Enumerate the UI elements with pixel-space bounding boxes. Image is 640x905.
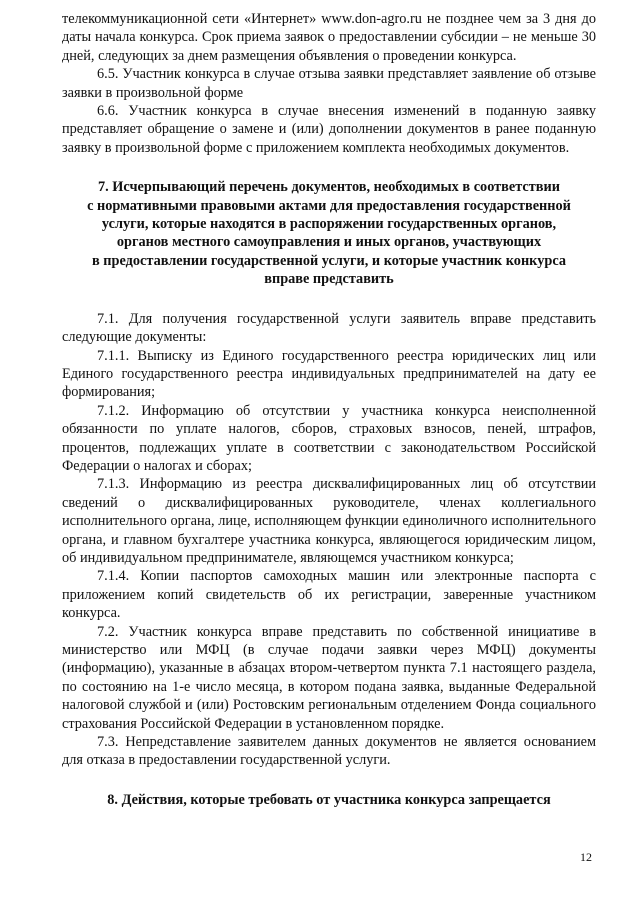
heading-line: услуги, которые находятся в распоряжении государственных органов,	[101, 216, 557, 233]
heading-line: вправе представить	[264, 271, 394, 288]
paragraph-continuation: телекоммуникационной сети «Интернет» www.don-agro.ru не позднее чем за 3 дня до даты начала конкурса. Срок приема заявок о предоставлении субсидии – не меньше 30 дней, следующих за днем размещения объявления о проведении конкурса.	[62, 11, 596, 64]
paragraph-7-3: 7.3. Непредставление заявителем данных документов не является основанием для отказа в предоставлении государственной услуги.	[62, 734, 596, 769]
paragraph-7-1-4: 7.1.4. Копии паспортов самоходных машин или электронные паспорта с приложением копий свидетельств об их регистрации, заверенные участником конкурса.	[62, 568, 596, 622]
paragraph-7-1: 7.1. Для получения государственной услуги заявитель вправе представить следующие документы:	[62, 310, 596, 346]
paragraph-7-1-3: 7.1.3. Информацию из реестра дисквалифицированных лиц об отсутствии сведений о дисквалифицированных руководителе, членах коллегиального исполнительного органа, лице, исполняющем функции единоличного исполнительного органа, и главном бухгалтере участника конкурса, являющегося юридическим лицом, об индивидуальном предпринимателе, являющемся участником конкурса;	[62, 476, 596, 566]
page-number: 12	[580, 850, 592, 864]
paragraph-7-2: 7.2. Участник конкурса вправе представить по собственной инициативе в министерство или МФЦ (в случае подачи заявки через МФЦ) документы (информацию), указанные в абзацах втором-четвертом пункта 7.1 настоящего раздела, по состоянию на 1-е число месяца, в котором подана заявка, выданные Федеральной налоговой службой и (или) Ростовским региональным отделением Фонда социального страхования Российской Федерации в установленном порядке.	[62, 623, 596, 732]
heading-line: с нормативными правовыми актами для предоставления государственной	[87, 197, 571, 214]
paragraph-6-6: 6.6. Участник конкурса в случае внесения изменений в поданную заявку представляет обращение о замене и (или) дополнении документов в ранее поданную заявку в произвольной форме с приложением комплекта необходимых документов.	[62, 103, 596, 156]
heading-line: 7. Исчерпывающий перечень документов, необходимых в соответствии	[97, 179, 561, 196]
page-content	[62, 10, 596, 809]
paragraph-7-1-2: 7.1.2. Информацию об отсутствии у участника конкурса неисполненной обязанности по уплате налогов, сборов, страховых взносов, пеней, штрафов, процентов, подлежащих уплате в соответствии с законодательством Российской Федерации о налогах и сборах;	[62, 402, 596, 474]
section-7-heading	[62, 178, 596, 288]
section-8-heading: 8. Действия, которые требовать от участника конкурса запрещается	[107, 791, 551, 808]
heading-line: в предоставлении государственной услуги, и которые участник конкурса	[92, 252, 566, 269]
paragraph-7-1-1: 7.1.1. Выписку из Единого государственного реестра юридических лиц или Единого государственного реестра индивидуальных предпринимателей на дату ее формирования;	[62, 347, 596, 401]
paragraph-6-5: 6.5. Участник конкурса в случае отзыва заявки представляет заявление об отзыве заявки в произвольной форме	[62, 66, 596, 101]
heading-line: органов местного самоуправления и иных органов, участвующих	[116, 234, 542, 251]
